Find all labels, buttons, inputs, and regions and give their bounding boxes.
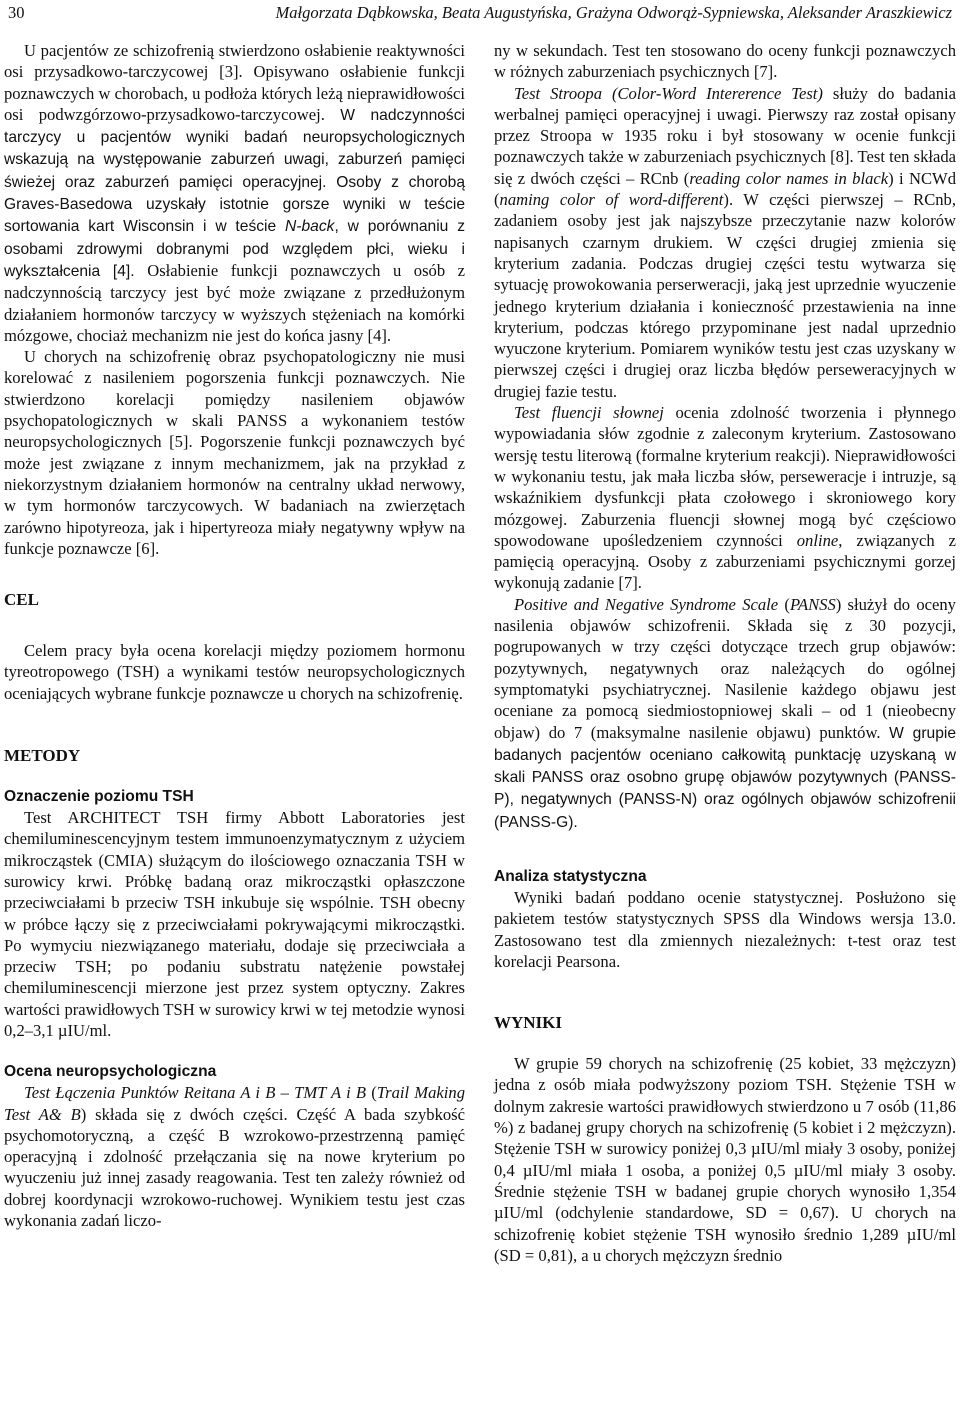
paragraph-stroop: [494, 83, 956, 402]
section-heading-cel: CEL: [4, 590, 39, 610]
text-segment: W grupie badanych pacjentów oceniano całkowitą punktację uzyskaną w skali PANSS oraz osobno grupę objawów pozytywnych (PANSS-P), negatywnych (PANSS-N) oraz ogólnych objawów schizofrenii (PANSS-G).: [494, 724, 956, 831]
subheading-tsh: Oznaczenie poziomu TSH: [4, 788, 194, 806]
text-segment: ). W części pierwszej – RCnb, zadaniem osoby jest jak najszybsze przeczytanie nazw kolorów napisanych czarnym drukiem. W części drugiej zmienia się kryterium zadania. Podczas drugiej części testu wytwarza się sytuację prowokowania perserweracji, jaką jest uprzednie wyuczenie jednego kryterium działania i konieczność przestawienia na inne kryterium, podczas którego przypominane jest nadal uprzednio wyuczone kryterium. Pomiarem wyników testu jest czas uzyskany w pierwszej części i drugiej oraz liczba błędów perseweracyjnych w drugiej fazie testu.: [494, 190, 956, 401]
section-heading-wyniki: WYNIKI: [494, 1013, 563, 1033]
text-segment: , w porównaniu z osobami zdrowymi dobranymi pod względem płci, wieku i wykształcenia [4].: [4, 218, 466, 280]
right-column: [494, 40, 956, 1266]
text-segment: (: [778, 594, 790, 614]
subheading-statistics: Analiza statystyczna: [494, 867, 647, 885]
text-segment: (: [366, 1083, 377, 1103]
paragraph-tmt-continued: ny w sekundach. Test ten stosowano do oceny funkcji poznawczych w różnych zaburzeniach psychicznych [7].: [494, 41, 956, 82]
paragraph-tmt: [4, 1082, 465, 1231]
section-heading-metody: METODY: [4, 746, 81, 766]
text-segment: ) i NCWd (: [494, 168, 956, 210]
text-segment: ) składa się z dwóch części. Część A bada szybkość psychomotoryczną, a część B wzrokowo-przestrzenną pamięć operacyjną i zdolność przełączania się na nowe kryterium po wyuczeniu już innej zasady reagowania. Test ten zależy również od dobrej koordynacji wzrokowo-ruchowej. Wynikiem testu jest czas wykonania zadań liczo-: [4, 1104, 465, 1231]
paragraph-tsh-method: Test ARCHITECT TSH firmy Abbott Laboratories jest chemiluminescencyjnym testem immunoenzymatycznym z użyciem mikrocząstek (CMIA) służącym do ilościowego oznaczania TSH w surowicy krwi. Próbkę badaną oraz mikrocząstki opłaszczone przeciwciałami b przeciw TSH inkubuje się wspólnie. TSH obecny w próbce łączy się z przeciwciałami pokrywającymi mikrocząstki. Po wymyciu niezwiązanego materiału, dodaje się przeciwciała a przeciw TSH; po podaniu substratu natężenie powstałej chemiluminescencji mierzone jest przez system optyczny. Zakres wartości prawidłowych TSH w surowicy krwi w tej metodzie wynosi 0,2–3,1 µIU/ml.: [4, 808, 465, 1040]
text-segment: Osłabienie funkcji poznawczych u osób z nadczynnością tarczycy jest być może związane z przedłużonym działaniem hormonów tarczycy w wyższych stężeniach na komórki mózgowe, chociaż mechanizm nie jest do końca jasny [4].: [4, 260, 465, 345]
subheading-neuropsych: Ocena neuropsychologiczna: [4, 1063, 217, 1081]
page-number: 30: [8, 3, 25, 22]
text-segment: Nie stwierdzono korelacji pomiędzy nasileniem objawów psychopatologicznych w skali PANSS a wykonaniem testów neuropsychologicznych [5]. Pogorszenie funkcji poznawczych być może jest związane z innym mechanizmem, jak na przykład z niekorzystnym działaniem hormonów na centralny układ nerwowy, w tym hormonów tarczycowych. W badaniach na zwierzętach zarówno hipotyreoza, jak i hipertyreoza miały negatywny wpływ na funkcje poznawcze [6].: [4, 368, 465, 558]
paragraph-statistics: Wyniki badań poddano ocenie statystycznej. Posłużono się pakietem testów statystycznych SPSS dla Windows wersja 13.0. Zastosowano test dla zmiennych niezależnych: t-test oraz test korelacji Pearsona.: [494, 887, 956, 971]
italic-term: Trail Making Test A& B: [4, 1083, 465, 1124]
italic-term: Test fluencji słownej: [514, 403, 664, 423]
running-title: Małgorzata Dąbkowska, Beata Augustyńska, Grażyna Odworąż-Sypniewska, Aleksander Araszkiewicz: [275, 3, 952, 22]
italic-term: PANSS: [789, 594, 836, 614]
italic-term: Test Stroopa (Color-Word Intererence Test): [514, 83, 823, 103]
italic-term: reading color names in black: [689, 168, 889, 188]
text-segment: U chorych na schizofrenię obraz psychopatologiczny nie musi korelować z nasileniem pogorszenia funkcji poznawczych.: [4, 347, 465, 388]
paragraph-aim: Celem pracy była ocena korelacji między poziomem hormonu tyreotropowego (TSH) a wynikami testów neuropsychologicznych oceniających wybrane funkcje poznawcze u chorych na schizofrenię.: [4, 641, 465, 703]
paragraph-intro: [4, 40, 465, 346]
text-segment: , związanych z pamięcią operacyjną. Osoby z zaburzeniami psychicznymi gorzej wykonują zadanie [7].: [494, 530, 957, 593]
page-header: [8, 0, 952, 26]
text-segment: służy do badania werbalnej pamięci operacyjnej i uwagi. Pierwszy raz został opisany przez Stroopa w 1935 roku i był stosowany w ocenie funkcji poznawczych także w zaburzeniach psychicznych [8]. Test ten składa się z dwóch części – RCnb (: [494, 83, 956, 188]
paragraph-psychopathology: [4, 346, 465, 559]
text-segment: ) służył do oceny nasilenia objawów schizofrenii. Składa się z 30 pozycji, pogrupowanych w trzy części dotyczące trzech grup objawów: pozytywnych, negatywnych oraz należących do ogólnej symptomatyki psychiatrycznej. Nasilenie każdego objawu jest oceniane za pomocą siedmiostopniowej skali – od 1 (nieobecny objaw) do 7 (maksymalne nasilenie objawu) punktów.: [494, 594, 956, 742]
italic-term: Test Łączenia Punktów Reitana A i B – TMT A i B: [24, 1083, 367, 1103]
italic-term: N-back: [285, 218, 335, 236]
paragraph-results: W grupie 59 chorych na schizofrenię (25 kobiet, 33 mężczyzn) jedna z osób miała podwyższony poziom TSH. Stężenie TSH w dolnym zakresie wartości prawidłowych stwierdzono u 7 osób (11,86 %) z badanej grupy chorych na schizofrenię (5 kobiet i 2 mężczyzn). Stężenie TSH w surowicy poniżej 0,3 µIU/ml miały 3 osoby, poniżej 0,4 µIU/ml miała 1 osoba, a poniżej 0,5 µIU/ml miały 3 osoby. Średnie stężenie TSH w badanej grupie chorych wynosiło 1,354 µIU/ml (odchylenie standardowe, SD = 0,67). U chorych na schizofrenię kobiet stężenie TSH wynosiło średnio 1,289 µIU/ml (SD = 0,81), a u chorych mężczyzn średnio: [494, 1054, 956, 1265]
text-segment: U pacjentów ze schizofrenią stwierdzono osłabienie reaktywności osi przysadkowo-tarczycowej [3]. Opisywano osłabienie funkcji poznawczych w chorobach, u podłoża których leżą nieprawidłowości osi podwzgórzowo-przysadkowo-tarczycowej.: [4, 41, 465, 124]
italic-term: online: [796, 530, 839, 550]
paragraph-fluency: [494, 402, 956, 594]
italic-term: Positive and Negative Syndrome Scale: [514, 594, 779, 614]
paragraph-panss: [494, 594, 956, 833]
text-segment: W nadczynności tarczycy u pacjentów wyniki badań neuropsychologicznych wskazują na występowanie zaburzeń uwagi, zaburzeń pamięci świeżej oraz zaburzeń pamięci operacyjnej. Osoby z chorobą Graves-Basedowa uzyskały istotnie gorsze wyniki w teście sortowania kart Wisconsin i w teście: [4, 106, 465, 236]
italic-term: naming color of word-different: [499, 190, 724, 210]
left-column: [4, 40, 465, 1231]
text-segment: ocenia zdolność tworzenia i płynnego wypowiadania słów zgodnie z zaleconym kryterium. Zastosowano wersję testu literową (formalne kryterium reakcji). Nieprawidłowości w wykonaniu testu, jak mała liczba słów, perseweracje i intruzje, są wskaźnikiem dysfunkcji płata czołowego i skroniowego kory mózgowej. Zaburzenia fluencji słownej mogą być częściowo spowodowane upośledzeniem czynności: [494, 403, 956, 550]
